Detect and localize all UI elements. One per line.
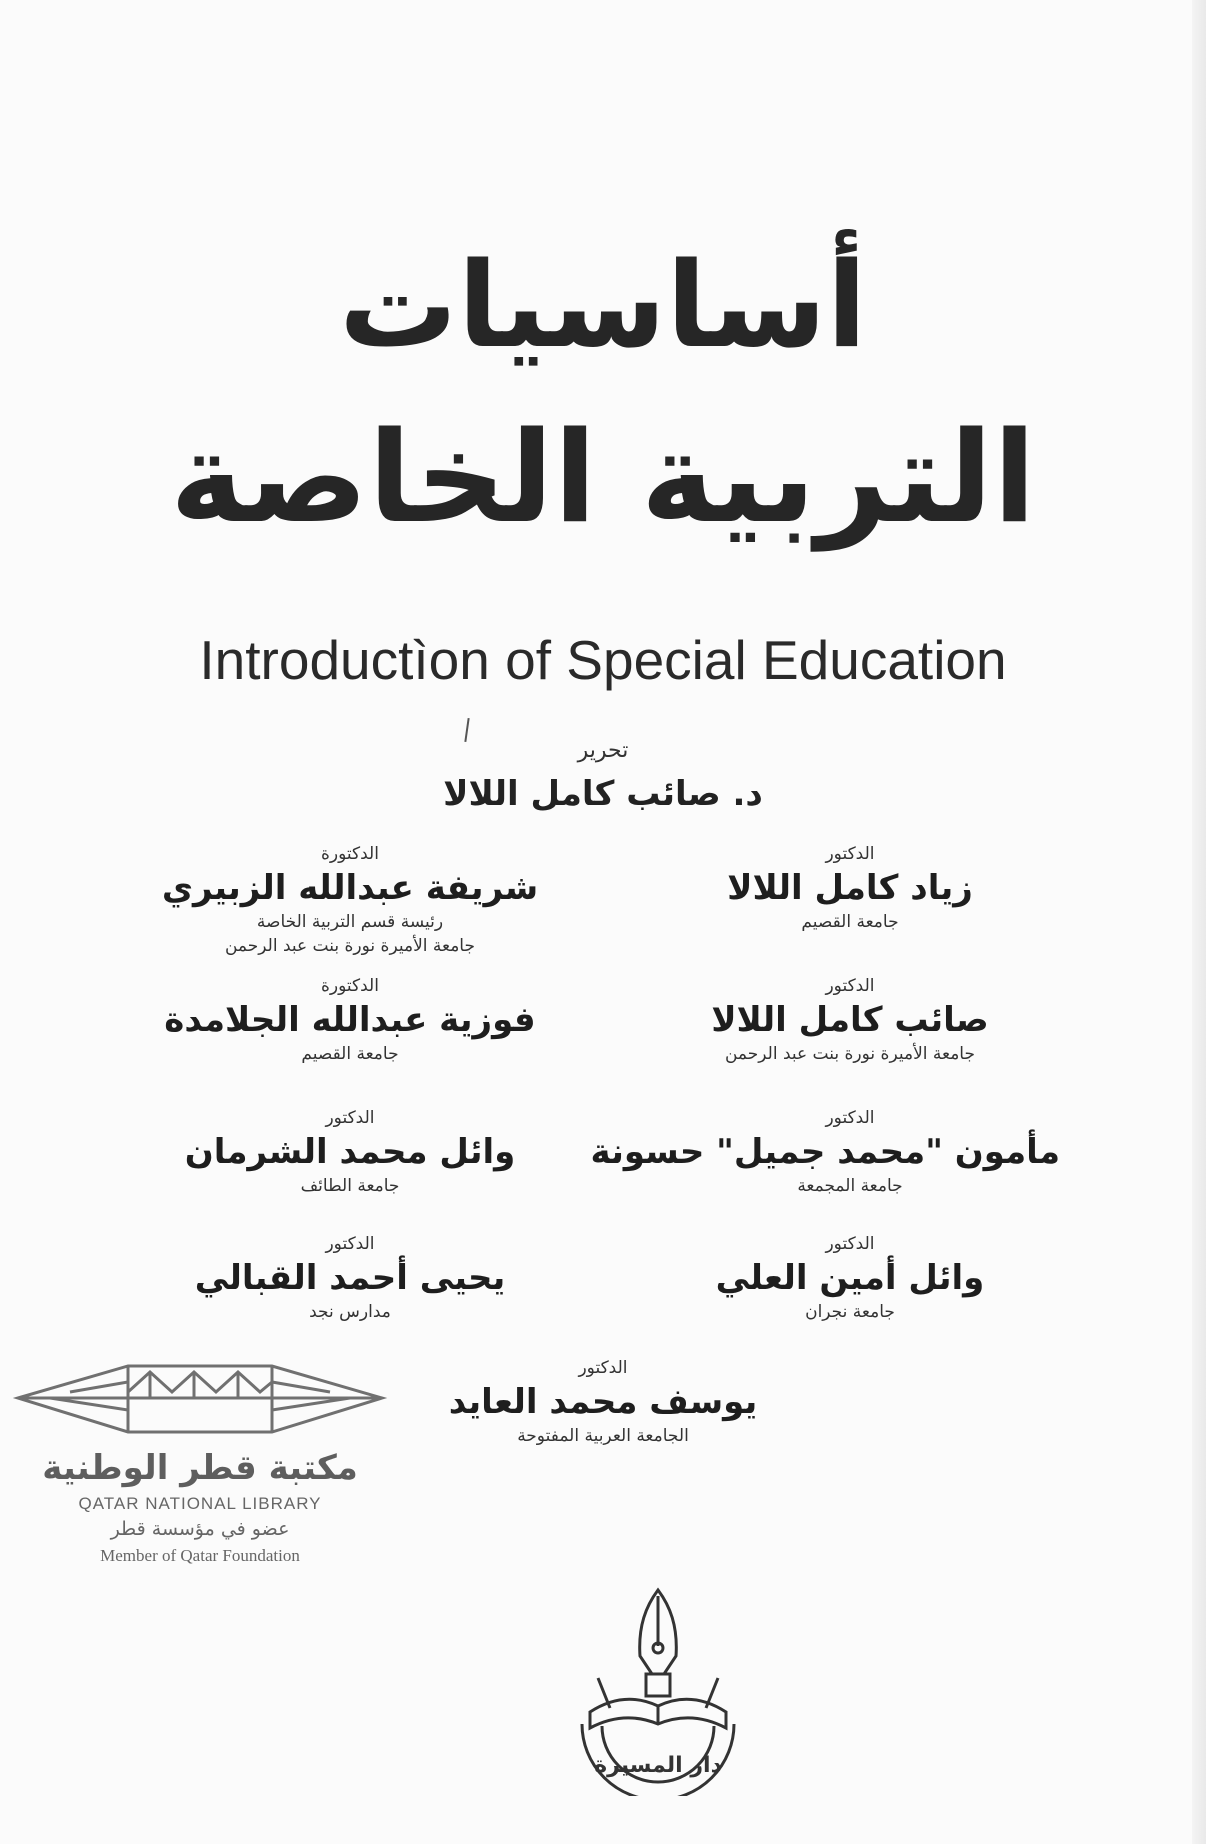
book-title-line-1: أساسيات xyxy=(339,236,867,374)
author-rank: الدكتورة xyxy=(321,844,379,864)
library-stamp xyxy=(10,1352,390,1565)
author-affiliation: جامعة الأميرة نورة بنت عبد الرحمن xyxy=(724,1044,975,1064)
author-block xyxy=(590,1106,1060,1198)
publisher-name: دار المسيرة xyxy=(594,1753,722,1778)
author-affiliation: جامعة المجمعة xyxy=(797,1176,903,1196)
author-affiliation: جامعة القصيم xyxy=(301,1044,399,1064)
pen-nib-open-book-icon xyxy=(568,1586,748,1796)
author-affiliation: الجامعة العربية المفتوحة xyxy=(517,1426,689,1446)
author-rank: الدكتورة xyxy=(321,976,379,996)
book-title-english: Introductìon of Special Education xyxy=(199,629,1007,691)
editor-name: د. صائب كامل اللالا xyxy=(443,774,763,814)
bridge-truss-icon xyxy=(10,1352,390,1444)
author-block xyxy=(140,1232,560,1324)
publisher-logo xyxy=(568,1586,748,1796)
stamp-english-member: Member of Qatar Foundation xyxy=(100,1546,300,1565)
author-rank: الدكتور xyxy=(325,1234,375,1254)
author-rank: الدكتور xyxy=(825,1234,875,1254)
author-name: يحيى أحمد القبالي xyxy=(194,1258,506,1298)
author-block xyxy=(140,842,560,958)
author-block xyxy=(640,842,1060,934)
author-block xyxy=(393,1356,813,1448)
author-rank: الدكتور xyxy=(325,1108,375,1128)
author-block xyxy=(640,1232,1060,1324)
author-affiliation: رئيسة قسم التربية الخاصة xyxy=(256,912,444,932)
author-name: مأمون "محمد جميل" حسونة xyxy=(590,1132,1060,1172)
author-block xyxy=(140,974,560,1066)
author-name: وائل أمين العلي xyxy=(715,1258,985,1298)
author-rank: الدكتور xyxy=(825,844,875,864)
author-rank: الدكتور xyxy=(825,1108,875,1128)
stamp-english-name: QATAR NATIONAL LIBRARY xyxy=(78,1494,322,1513)
book-title-line-2: التربية الخاصة xyxy=(169,404,1037,551)
stamp-arabic-name: مكتبة قطر الوطنية xyxy=(42,1448,358,1488)
author-affiliation: جامعة القصيم xyxy=(801,912,899,932)
author-name: صائب كامل اللالا xyxy=(711,1000,989,1040)
author-name: فوزية عبدالله الجلامدة xyxy=(164,1000,536,1040)
author-affiliation: جامعة نجران xyxy=(805,1302,895,1322)
author-name: زياد كامل اللالا xyxy=(727,868,973,908)
author-rank: الدكتور xyxy=(825,976,875,996)
editing-label: تحرير xyxy=(577,738,629,763)
stamp-arabic-member: عضو في مؤسسة قطر xyxy=(110,1518,290,1540)
author-name: وائل محمد الشرمان xyxy=(184,1132,516,1172)
author-name: شريفة عبدالله الزبيري xyxy=(161,868,539,908)
author-affiliation: جامعة الطائف xyxy=(300,1176,400,1196)
author-affiliation-2: جامعة الأميرة نورة بنت عبد الرحمن xyxy=(224,936,475,956)
author-block xyxy=(140,1106,560,1198)
author-affiliation: مدارس نجد xyxy=(309,1302,391,1322)
author-name: يوسف محمد العايد xyxy=(448,1382,758,1422)
author-rank: الدكتور xyxy=(578,1358,628,1378)
author-block xyxy=(640,974,1060,1066)
